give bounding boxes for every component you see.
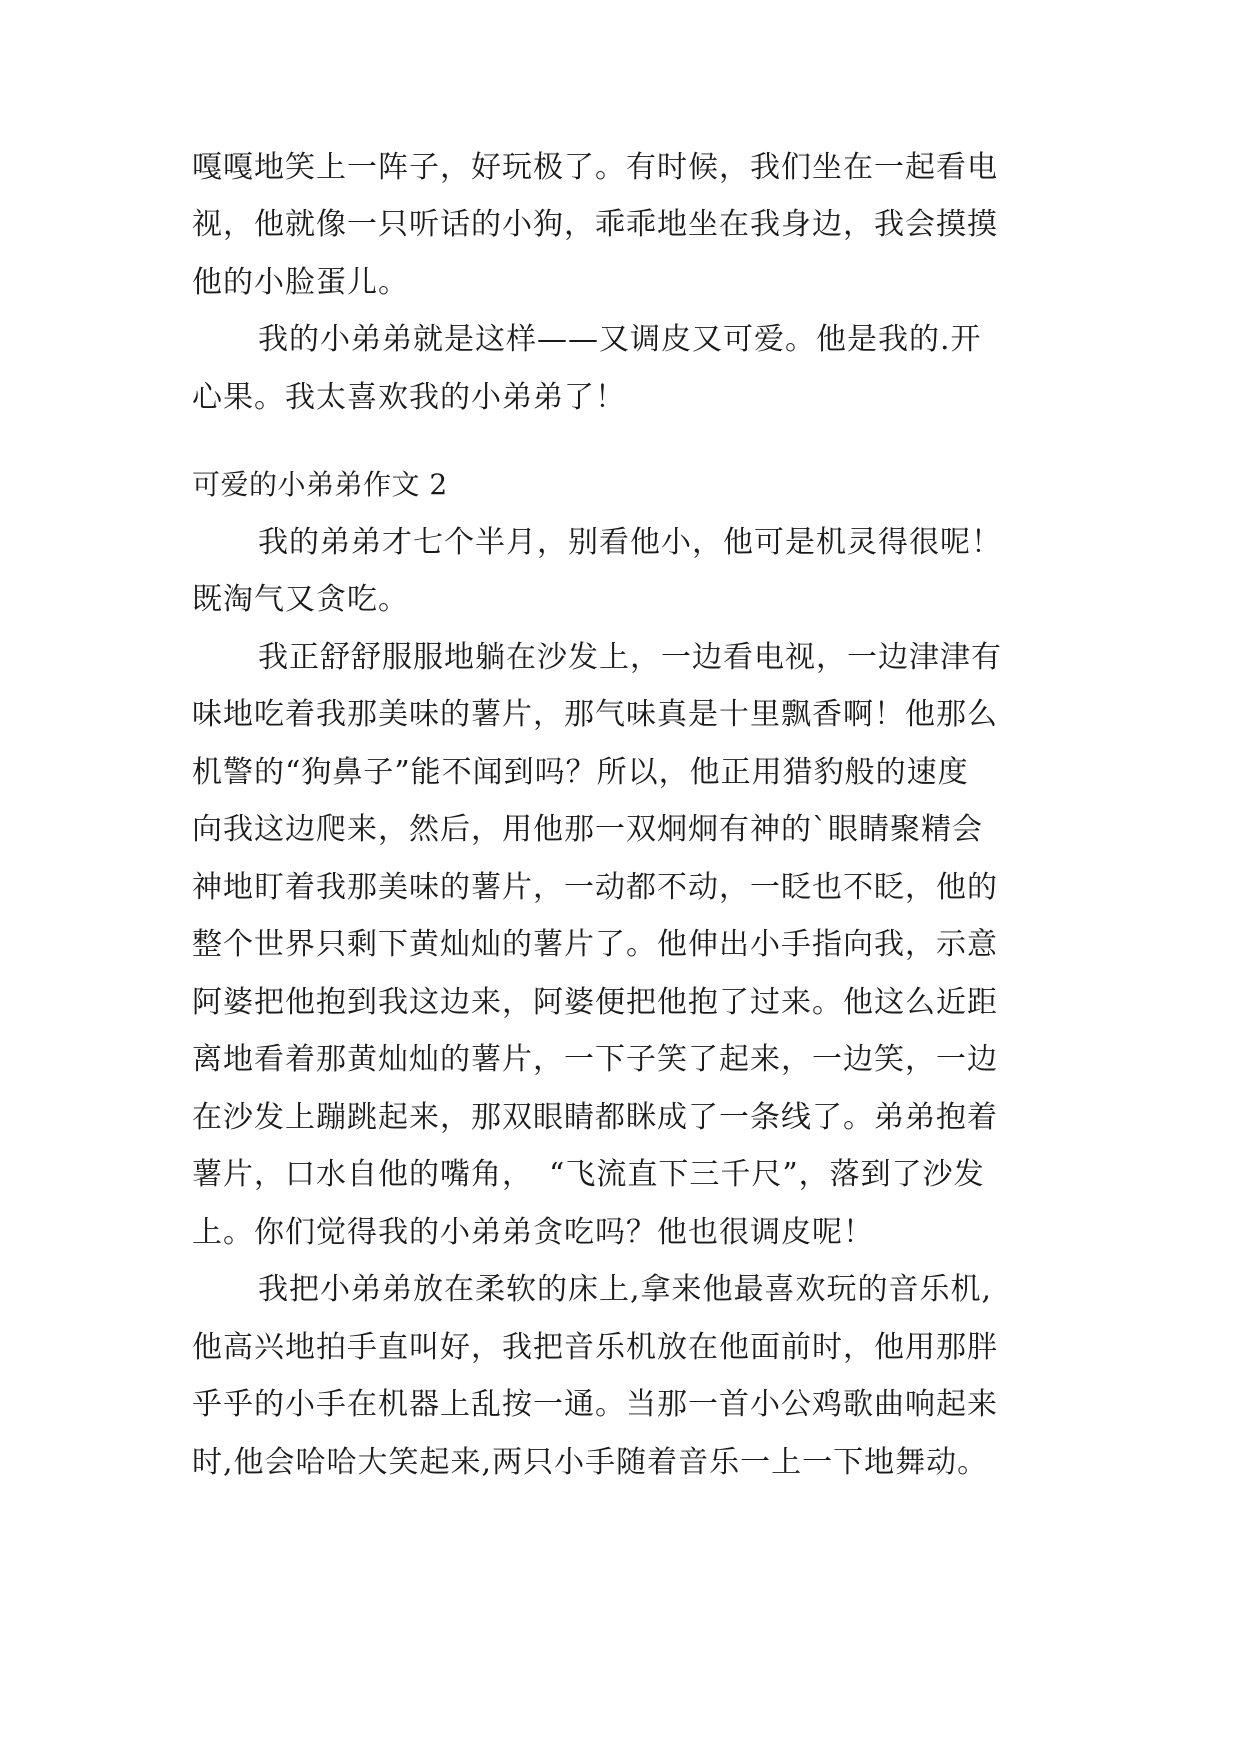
paragraph-line: 时,他会哈哈大笑起来,两只小手随着音乐一上一下地舞动。: [192, 1445, 989, 1480]
paragraph-line: 神地盯着我那美味的薯片，一动都不动，一眨也不眨，他的: [192, 870, 998, 905]
paragraph-line: 既淘气又贪吃。: [192, 582, 409, 617]
paragraph-line: 心果。我太喜欢我的小弟弟了！: [192, 380, 626, 415]
paragraph-line: 整个世界只剩下黄灿灿的薯片了。他伸出小手指向我，示意: [192, 927, 998, 962]
paragraph-line: 我把小弟弟放在柔软的床上,拿来他最喜欢玩的音乐机,: [258, 1272, 993, 1307]
paragraph-line: 他的小脸蛋儿。: [192, 265, 409, 300]
paragraph-line: 薯片，口水自他的嘴角， “飞流直下三千尺”，落到了沙发: [192, 1157, 985, 1192]
paragraph-line: 我正舒舒服服地躺在沙发上，一边看电视，一边津津有: [258, 640, 1002, 675]
paragraph-line: 他高兴地拍手直叫好，我把音乐机放在他面前时，他用那胖: [192, 1330, 998, 1365]
paragraph-line: 在沙发上蹦跳起来，那双眼睛都眯成了一条线了。弟弟抱着: [192, 1100, 998, 1135]
paragraph-line: 阿婆把他抱到我这边来，阿婆便把他抱了过来。他这么近距: [192, 985, 998, 1020]
paragraph-line: 嘎嘎地笑上一阵子，好玩极了。有时候，我们坐在一起看电: [192, 150, 998, 185]
paragraph-line: 上。你们觉得我的小弟弟贪吃吗？他也很调皮呢！: [192, 1215, 874, 1250]
paragraph-line: 视，他就像一只听话的小狗，乖乖地坐在我身边，我会摸摸: [192, 207, 998, 242]
paragraph-line: 向我这边爬来，然后，用他那一双炯炯有神的`眼睛聚精会: [192, 812, 983, 847]
paragraph-line: 味地吃着我那美味的薯片，那气味真是十里飘香啊！他那么: [192, 697, 998, 732]
paragraph-line: 乎乎的小手在机器上乱按一通。当那一首小公鸡歌曲响起来: [192, 1387, 998, 1422]
paragraph-line: 我的弟弟才七个半月，别看他小，他可是机灵得很呢！: [258, 525, 1002, 560]
paragraph-line: 离地看着那黄灿灿的薯片，一下子笑了起来，一边笑，一边: [192, 1042, 998, 1077]
paragraph-line: 我的小弟弟就是这样——又调皮又可爱。他是我的.开: [258, 322, 982, 357]
section-heading: 可爱的小弟弟作文 2: [192, 468, 448, 501]
paragraph-line: 机警的“狗鼻子”能不闻到吗？所以，他正用猎豹般的速度: [192, 755, 969, 790]
